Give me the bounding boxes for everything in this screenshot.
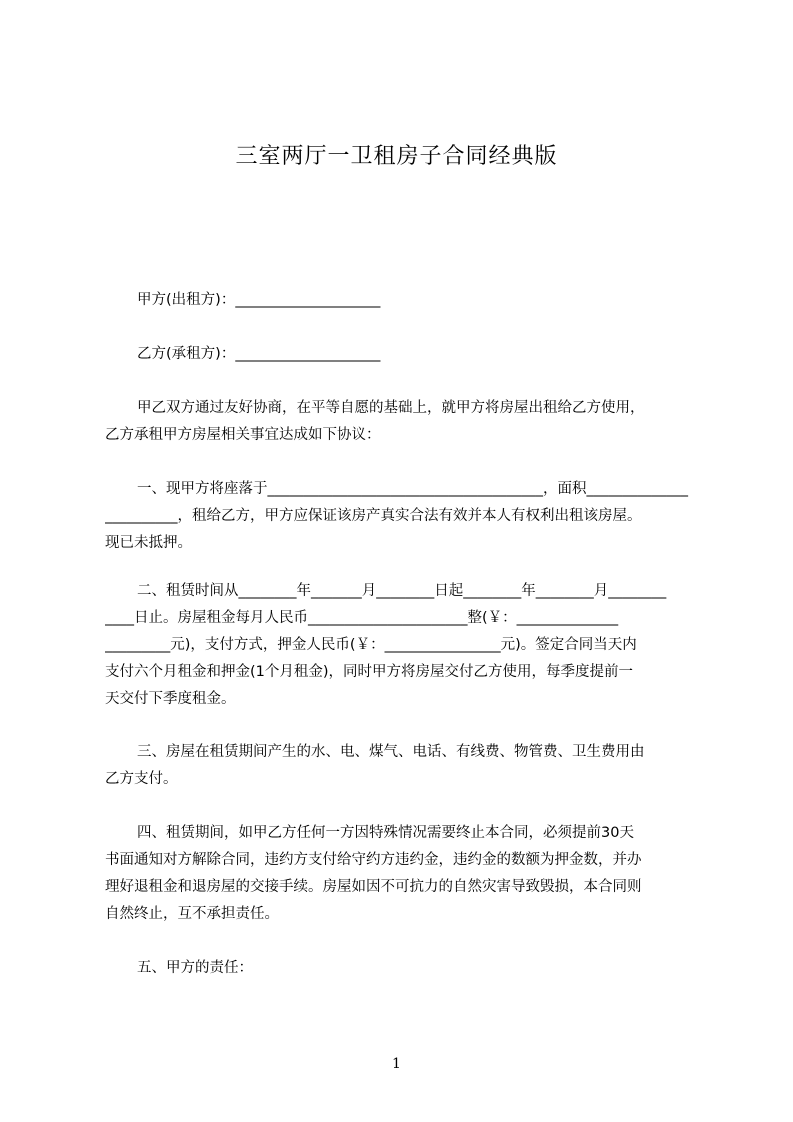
party-b-line [105, 341, 699, 368]
clause-4-paragraph [105, 820, 699, 928]
clause-2-line-2: ____日止。房屋租金每月人民币______________________整(￥：______________ [105, 610, 619, 626]
clause-5-heading [105, 955, 699, 982]
clause-3-line-1: 三、房屋在租赁期间产生的水、电、煤气、电话、有线费、物管费、卫生费用由 [137, 744, 645, 760]
clause-2-line-3: _________元)，支付方式，押金人民币(￥：________________元)。签定合同当天内 [105, 637, 637, 653]
party-a-text: 甲方(出租方)：____________________ [137, 292, 381, 308]
clause-2-line-1: 二、租赁时间从________年_______月________日起________年________月________ [137, 583, 667, 599]
page-title: 三室两厅一卫租房子合同经典版 [235, 144, 558, 169]
clause-3-line-2: 乙方支付。 [105, 771, 178, 787]
clause-4-line-3: 理好退租金和退房屋的交接手续。房屋如因不可抗力的自然灾害导致毁损，本合同则 [105, 879, 642, 895]
intro-line-1: 甲乙双方通过友好协商，在平等自愿的基础上，就甲方将房屋出租给乙方使用， [137, 400, 645, 416]
intro-line-2: 乙方承租甲方房屋相关事宜达成如下协议： [105, 427, 381, 443]
clause-2-line-5: 天交付下季度租金。 [105, 691, 236, 707]
clause-1-paragraph [105, 476, 699, 557]
clause-4-line-1: 四、租赁期间，如甲乙方任何一方因特殊情况需要终止本合同，必须提前30天 [137, 825, 634, 841]
page-number: 1 [392, 1056, 401, 1072]
clause-4-line-4: 自然终止，互不承担责任。 [105, 906, 279, 922]
clause-1-line-2: __________，租给乙方，甲方应保证该房产真实合法有效并本人有权利出租该房屋。 [105, 508, 642, 524]
intro-paragraph [105, 395, 699, 449]
clause-4-line-2: 书面通知对方解除合同，违约方支付给守约方违约金，违约金的数额为押金数，并办 [105, 852, 642, 868]
clause-2-paragraph [105, 578, 699, 713]
clause-3-paragraph [105, 739, 699, 793]
party-a-line [105, 287, 699, 314]
clause-1-line-1: 一、现甲方将座落于______________________________________，面积______________ [137, 481, 688, 497]
clause-1-line-3: 现已未抵押。 [105, 535, 192, 551]
clause-2-line-4: 支付六个月租金和押金(1个月租金)，同时甲方将房屋交付乙方使用，每季度提前一 [105, 664, 634, 680]
party-b-text: 乙方(承租方)：____________________ [137, 346, 381, 362]
clause-5-heading-text: 五、甲方的责任： [137, 960, 253, 976]
